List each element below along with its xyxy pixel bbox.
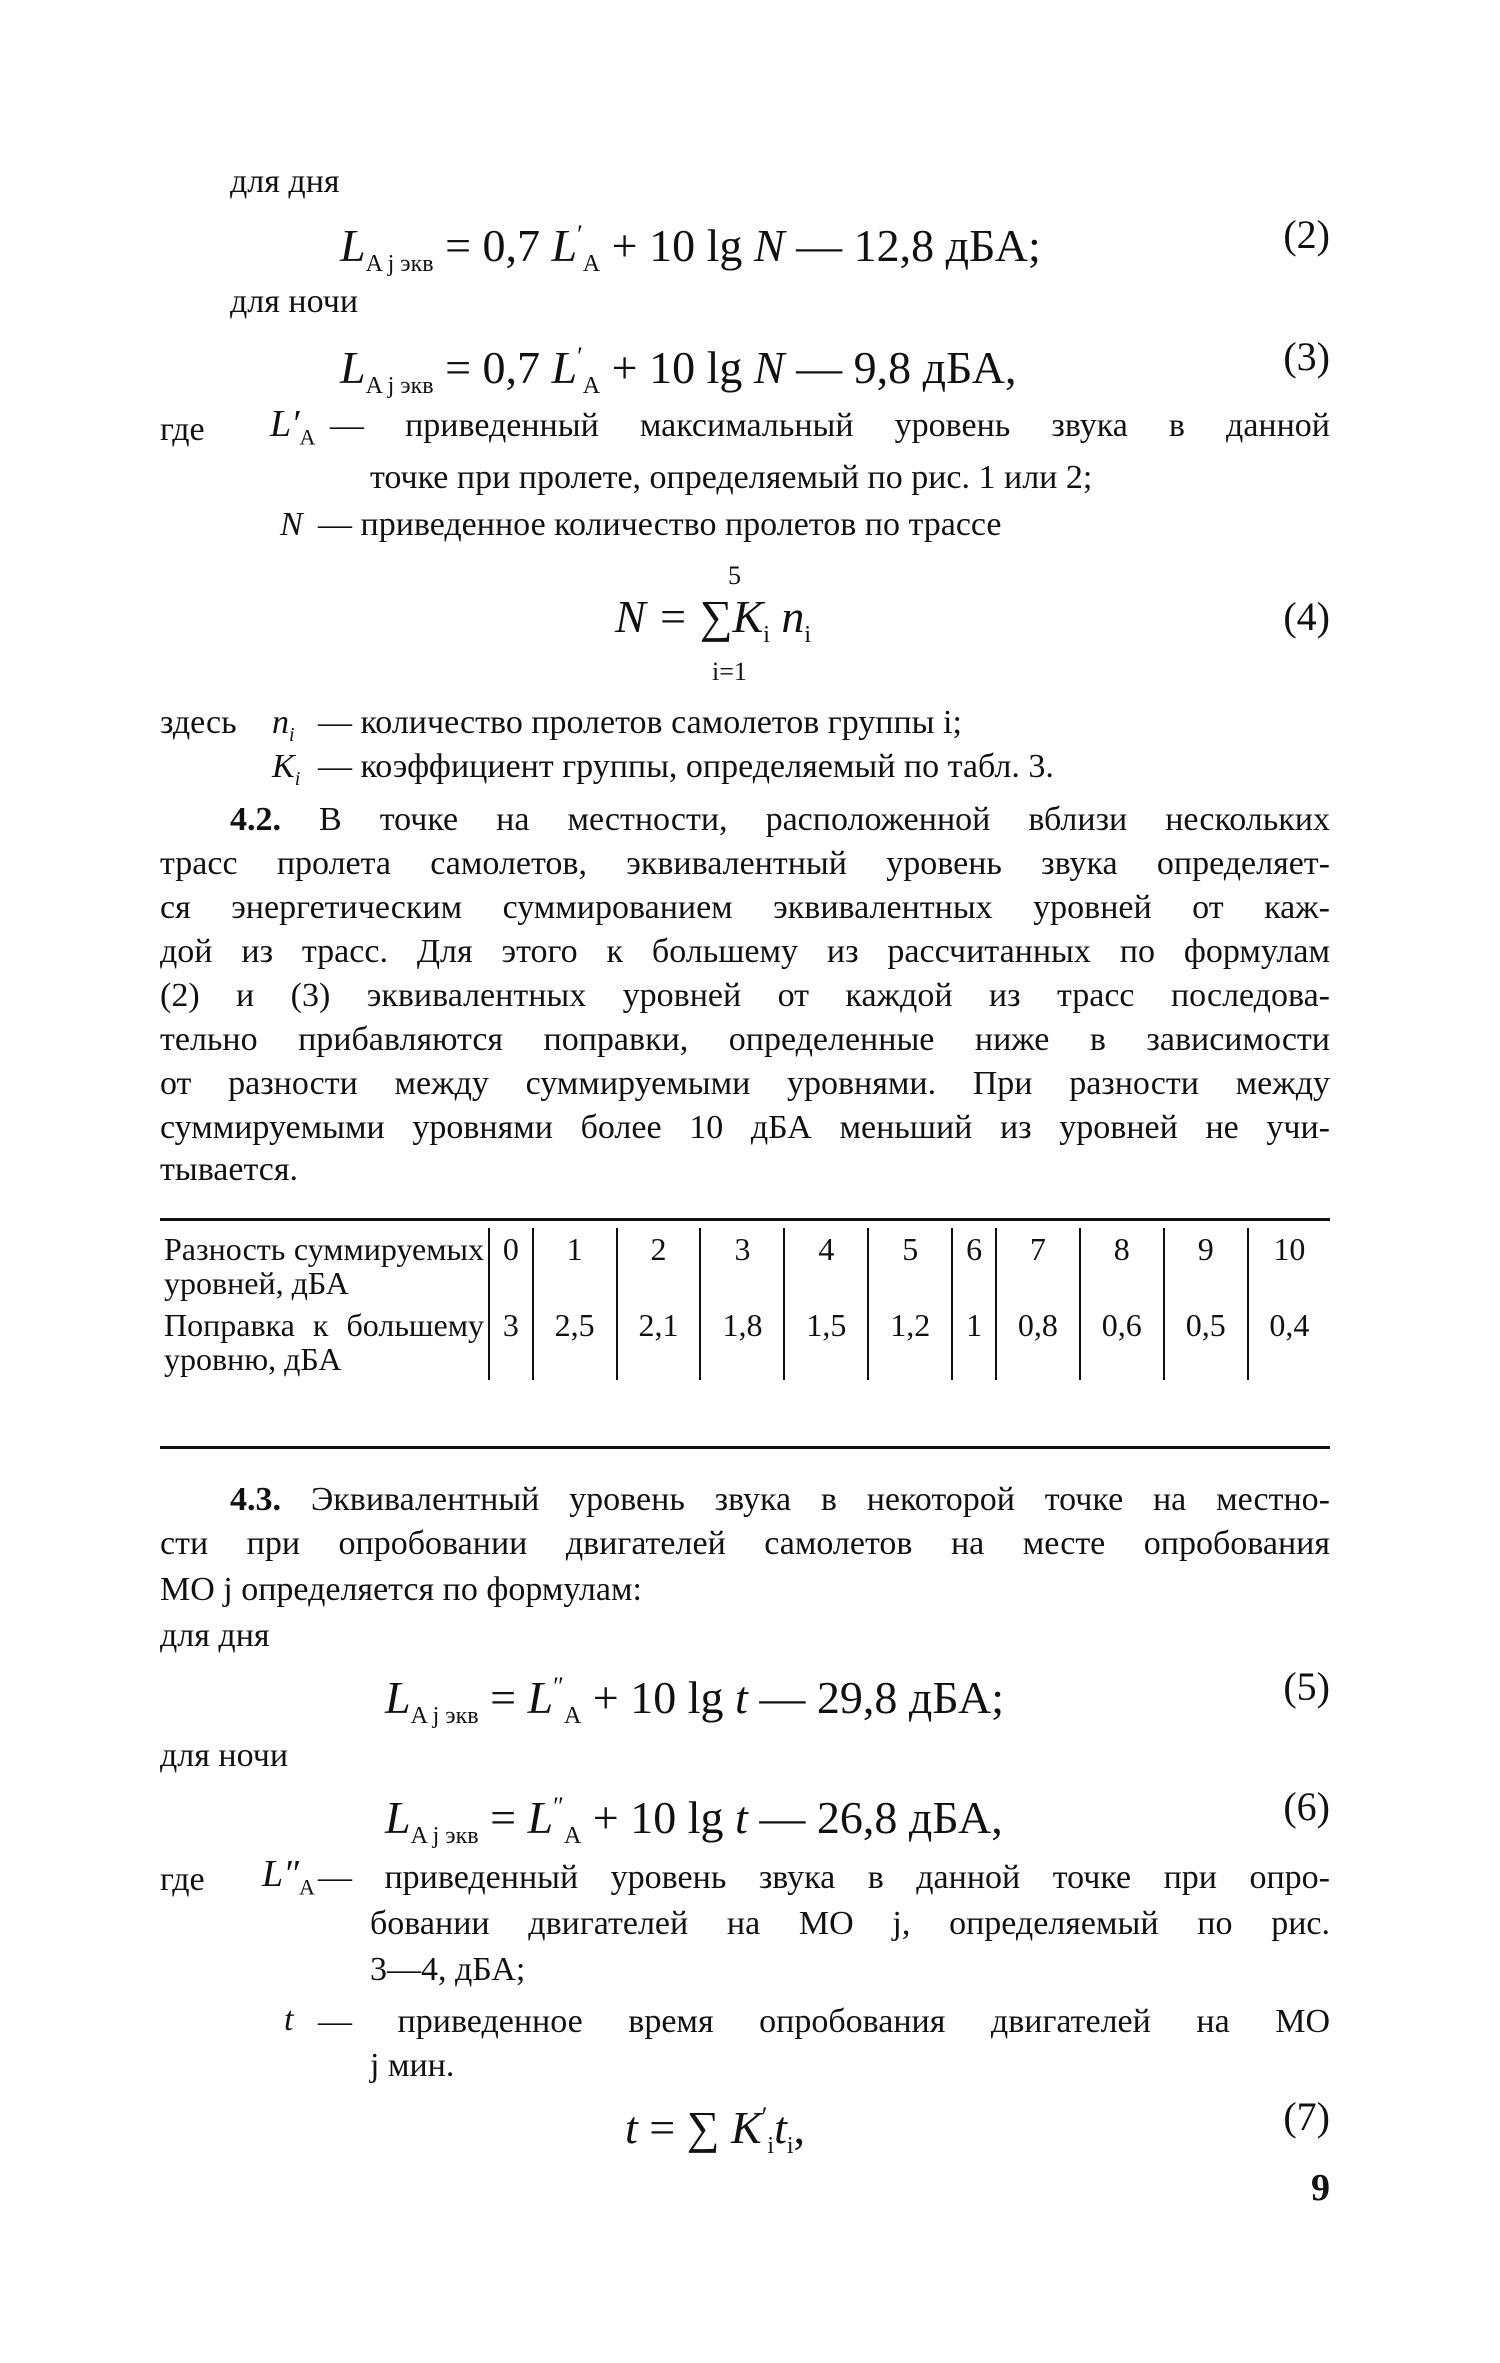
symbol-t: t — [284, 2001, 294, 2038]
table-cell: 8 — [1080, 1228, 1164, 1304]
p42-line-9: тывается. — [160, 1151, 298, 1188]
table-row-difference — [160, 1228, 1330, 1304]
p42-line-4: дой из трасс. Для этого к большему из рассчитанных по формулам — [160, 933, 1330, 970]
here-label: здесь — [160, 704, 237, 741]
correction-table — [160, 1228, 1330, 1380]
p42-line-8: суммируемыми уровнями более 10 дБА меньший из уровней не учи- — [160, 1109, 1330, 1146]
p42-line-5: (2) и (3) эквивалентных уровней от каждой из трасс последова- — [160, 977, 1330, 1014]
table-cell: 0,4 — [1248, 1304, 1330, 1380]
p42-line-6: тельно прибавляются поправки, определенные ниже в зависимости — [160, 1021, 1330, 1058]
table-cell: 0,5 — [1164, 1304, 1248, 1380]
table-top-rule — [160, 1218, 1330, 1221]
p42-line-1: 4.2. В точке на местности, расположенной вблизи нескольких — [230, 801, 1330, 838]
table-cell: 0,8 — [996, 1304, 1080, 1380]
table-row-correction — [160, 1304, 1330, 1380]
equation-number-5: (5) — [1283, 1664, 1330, 1709]
definition-la-double-prime-line3: 3—4, дБА; — [370, 1951, 526, 1988]
sum-lower-limit: i=1 — [712, 657, 747, 686]
definition-la-double-prime-line2: бовании двигателей на МО j, определяемый по рис. — [370, 1905, 1330, 1942]
table-cell: 6 — [952, 1228, 996, 1304]
table-cell: 1,2 — [868, 1304, 952, 1380]
definition-ni: — количество пролетов самолетов группы i; — [318, 704, 962, 741]
definition-la-double-prime-line1: — приведенный уровень звука в данной точке при опро- — [318, 1859, 1330, 1896]
table-cell: 1,8 — [700, 1304, 784, 1380]
p42-line-7: от разности между суммируемыми уровнями. При разности между — [160, 1065, 1330, 1102]
formula-6: $L_{A j экв} = L''_A + 10$ lg t — 26,8 дБА, — [385, 1792, 1003, 1849]
formula-2: $L_{A j экв} = 0,7$ $L'_A + 10$ lg N — 12,8 дБА; — [340, 220, 1041, 277]
row-label-difference: Разность суммируемых уровней, дБА — [164, 1231, 484, 1301]
equation-number-4: (4) — [1283, 594, 1330, 639]
equation-number-6: (6) — [1283, 1784, 1330, 1829]
table-cell: 1 — [952, 1304, 996, 1380]
sum-upper-limit: 5 — [728, 561, 741, 590]
definition-ki: — коэффициент группы, определяемый по табл. 3. — [318, 748, 1054, 785]
formula-5: $L_{A j экв} = L''_A + 10$ lg t — 29,8 дБА; — [385, 1672, 1005, 1729]
formula-3: $L_{A j экв} = 0,7$ $L'_A + 10$ lg N — 9,8 дБА, — [340, 342, 1017, 399]
definition-la-prime-line1: — приведенный максимальный уровень звука в данной — [330, 407, 1330, 444]
where-label-2: где — [160, 1861, 205, 1898]
equation-number-3: (3) — [1283, 334, 1330, 379]
table-cell: 5 — [868, 1228, 952, 1304]
formula-7: t = ∑ $K'_it_i$, — [625, 2102, 806, 2159]
definition-la-prime-line2: точке при пролете, определяемый по рис. 1 или 2; — [370, 459, 1093, 496]
table-cell: 4 — [784, 1228, 868, 1304]
p42-line-2: трасс пролета самолетов, эквивалентный уровень звука определяет- — [160, 845, 1330, 882]
table-cell: 0 — [489, 1228, 533, 1304]
table-cell: 9 — [1164, 1228, 1248, 1304]
table-cell: 2,5 — [533, 1304, 617, 1380]
definition-t-line2: j мин. — [370, 2047, 455, 2084]
equation-number-2: (2) — [1283, 212, 1330, 257]
symbol-n: N — [280, 506, 303, 543]
table-cell: 0,6 — [1080, 1304, 1164, 1380]
p43-line-2: сти при опробовании двигателей самолетов на месте опробования — [160, 1525, 1330, 1562]
symbol-ni: $n_i$ — [272, 704, 295, 746]
row-label-correction: Поправка к большему уровню, дБА — [164, 1307, 484, 1377]
intro-night: для ночи — [230, 283, 359, 320]
definition-t-line1: — приведенное время опробования двигателей на МО — [318, 2003, 1330, 2040]
page-number: 9 — [1311, 2167, 1330, 2209]
definition-n: — приведенное количество пролетов по трассе — [318, 506, 1002, 543]
p43-line-1: 4.3. Эквивалентный уровень звука в некоторой точке на местно- — [230, 1481, 1330, 1518]
table-cell: 10 — [1248, 1228, 1330, 1304]
symbol-ki: $K_i$ — [272, 748, 301, 790]
table-cell: 2 — [617, 1228, 701, 1304]
equation-number-7: (7) — [1283, 2094, 1330, 2139]
table-bottom-rule — [160, 1446, 1330, 1449]
symbol-la-double-prime: $L''_A$ — [262, 1853, 315, 1900]
table-cell: 2,1 — [617, 1304, 701, 1380]
formula-4: $N = \sum K_i$ $n_i$ — [615, 591, 812, 648]
p43-line-3: МО j определяется по формулам: — [160, 1571, 642, 1608]
symbol-la-prime: $L'_A$ — [270, 403, 316, 450]
intro-day-2: для дня — [160, 1617, 270, 1654]
table-cell: 3 — [489, 1304, 533, 1380]
table-cell: 1 — [533, 1228, 617, 1304]
table-cell: 7 — [996, 1228, 1080, 1304]
p42-line-3: ся энергетическим суммированием эквивалентных уровней от каж- — [160, 889, 1330, 926]
table-cell: 3 — [700, 1228, 784, 1304]
intro-day: для дня — [230, 163, 340, 200]
table-cell: 1,5 — [784, 1304, 868, 1380]
intro-night-2: для ночи — [160, 1737, 289, 1774]
where-label: где — [160, 411, 205, 448]
